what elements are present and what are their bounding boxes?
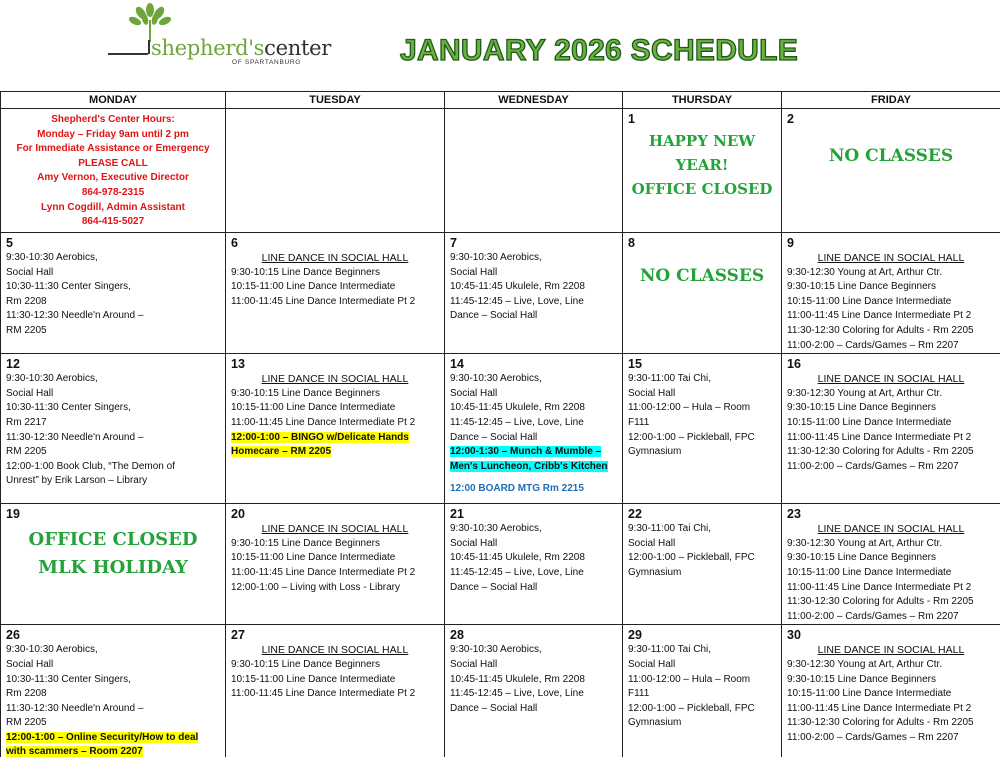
event-line: 11:00-11:45 Line Dance Intermediate Pt 2 [231, 566, 416, 578]
logo-wordmark: shepherd'scenter [151, 36, 331, 60]
event-line: 10:30-11:30 Center Singers, [6, 281, 131, 293]
event-line: 9:30-10:15 Line Dance Beginners [787, 673, 936, 685]
event-line: Social Hall [6, 387, 54, 399]
event-line: 11:00-11:45 Line Dance Intermediate Pt 2 [231, 416, 416, 428]
day-cell [226, 504, 445, 625]
event-line: RM 2205 [6, 717, 47, 729]
day-number: 29 [628, 628, 642, 643]
event-line: 10:30-11:30 Center Singers, [6, 673, 131, 685]
day-cell [782, 233, 1000, 354]
day-number: 19 [6, 507, 20, 522]
event-line: 11:00-11:45 Line Dance Intermediate Pt 2 [787, 310, 972, 322]
event-line: 9:30-10:15 Line Dance Beginners [787, 402, 936, 414]
event-line: Gymnasium [628, 446, 682, 458]
day-number: 7 [450, 236, 457, 250]
event-line: Rm 2217 [6, 416, 47, 428]
line-dance-heading: LINE DANCE IN SOCIAL HALL [817, 252, 965, 264]
event-line: 12:00-1:00 – Pickleball, FPC [628, 552, 755, 564]
event-line: Dance – Social Hall [450, 581, 538, 593]
event-line: 10:15-11:00 Line Dance Intermediate [231, 281, 396, 293]
event-line: 11:45-12:45 – Live, Love, Line [450, 566, 584, 578]
event-line: RM 2205 [6, 446, 47, 458]
holiday-message: HAPPY NEW YEAR! OFFICE CLOSED [631, 132, 773, 198]
event-line: 11:45-12:45 – Live, Love, Line [450, 416, 584, 428]
event-line: 10:15-11:00 Line Dance Intermediate [787, 416, 952, 428]
day-number: 1 [628, 112, 635, 126]
week-row [1, 354, 1000, 504]
event-line: 10:45-11:45 Ukulele, Rm 2208 [450, 673, 585, 685]
event-line: 9:30-10:30 Aerobics, [6, 373, 98, 385]
no-classes-message: NO CLASSES [828, 146, 954, 166]
highlighted-event: Men's Luncheon, Cribb's Kitchen [450, 460, 608, 472]
day-number: 8 [628, 236, 635, 250]
day-cell [445, 233, 623, 354]
event-line: 9:30-12:30 Young at Art, Arthur Ctr. [787, 266, 943, 278]
event-line: Dance – Social Hall [450, 431, 538, 443]
event-line: 11:00-12:00 – Hula – Room [628, 673, 751, 685]
event-line: 11:30-12:30 Needle'n Around – [6, 310, 144, 322]
day-cell [623, 354, 782, 504]
day-cell [226, 233, 445, 354]
event-line: Social Hall [628, 658, 676, 670]
event-line: 11:00-11:45 Line Dance Intermediate Pt 2 [231, 295, 416, 307]
page-header [0, 0, 1000, 90]
day-number: 21 [450, 507, 464, 522]
event-line: 11:00-11:45 Line Dance Intermediate Pt 2 [231, 688, 416, 700]
event-line: F111 [628, 688, 650, 700]
highlighted-event: 12:00-1:00 – BINGO w/Delicate Hands [231, 431, 409, 443]
event-line: 9:30-10:30 Aerobics, [450, 373, 542, 385]
day-number: 14 [450, 357, 464, 372]
line-dance-heading: LINE DANCE IN SOCIAL HALL [817, 644, 965, 657]
day-cell [226, 354, 445, 504]
weekday-header: MONDAY [1, 92, 226, 109]
line-dance-heading: LINE DANCE IN SOCIAL HALL [817, 523, 965, 536]
event-line: 11:00-11:45 Line Dance Intermediate Pt 2 [787, 581, 972, 593]
day-cell [1, 354, 226, 504]
board-meeting: 12:00 BOARD MTG Rm 2215 [450, 483, 584, 495]
logo-subtitle: OF SPARTANBURG [232, 59, 302, 66]
line-dance-heading: LINE DANCE IN SOCIAL HALL [261, 523, 409, 536]
line-dance-heading: LINE DANCE IN SOCIAL HALL [817, 373, 965, 386]
day-number: 22 [628, 507, 642, 522]
event-line: 9:30-10:15 Line Dance Beginners [231, 537, 380, 549]
event-line: 9:30-12:30 Young at Art, Arthur Ctr. [787, 387, 943, 399]
holiday-message: OFFICE CLOSED MLK HOLIDAY [28, 529, 198, 579]
event-line: Social Hall [628, 537, 676, 549]
day-number: 23 [787, 507, 801, 522]
event-line: 11:30-12:30 Coloring for Adults - Rm 2205 [787, 596, 974, 608]
event-line: Social Hall [450, 266, 498, 278]
day-number: 20 [231, 507, 245, 522]
week-row [1, 504, 1000, 625]
weekday-header: TUESDAY [226, 92, 445, 109]
highlighted-event: 12:00-1:30 – Munch & Mumble – [450, 446, 602, 458]
event-line: 11:00-2:00 – Cards/Games – Rm 2207 [787, 339, 959, 351]
event-line: 11:45-12:45 – Live, Love, Line [450, 688, 584, 700]
day-cell [623, 625, 782, 757]
day-cell [1, 504, 226, 625]
day-number: 5 [6, 236, 13, 250]
event-line: F111 [628, 416, 650, 428]
event-line: 10:15-11:00 Line Dance Intermediate [231, 402, 396, 414]
event-line: 11:30-12:30 Coloring for Adults - Rm 2205 [787, 717, 974, 729]
day-cell [623, 109, 782, 233]
event-line: RM 2205 [6, 324, 47, 336]
weekday-header: FRIDAY [782, 92, 1000, 109]
day-cell [782, 504, 1000, 625]
event-line: Dance – Social Hall [450, 310, 538, 322]
event-line: 10:15-11:00 Line Dance Intermediate [787, 566, 952, 578]
day-cell [782, 109, 1000, 233]
event-line: 11:30-12:30 Needle'n Around – [6, 431, 144, 443]
event-line: 9:30-11:00 Tai Chi, [628, 523, 712, 535]
logo-line-vertical [148, 40, 150, 54]
line-dance-heading: LINE DANCE IN SOCIAL HALL [261, 644, 409, 657]
shepherds-center-logo [108, 2, 331, 68]
day-cell [782, 354, 1000, 504]
day-number: 15 [628, 357, 642, 372]
day-cell-empty [445, 109, 623, 233]
event-line: Social Hall [450, 537, 498, 549]
day-number: 30 [787, 628, 801, 643]
event-line: 10:15-11:00 Line Dance Intermediate [231, 552, 396, 564]
event-line: 12:00-1:00 – Living with Loss - Library [231, 581, 400, 593]
week-row [1, 625, 1000, 757]
weekday-header: WEDNESDAY [445, 92, 623, 109]
event-line: Social Hall [450, 658, 498, 670]
week-row [1, 233, 1000, 354]
center-hours-info: Shepherd's Center Hours: Monday – Friday 9am until 2 pm For Immediate Assistance or Emergency PLEASE CALL Amy Vernon, Executive Director 864-978-2315 Lynn Cogdill, Admin Assistant 864-415-5027 [16, 114, 210, 228]
day-cell-empty [226, 109, 445, 233]
event-line: 9:30-12:30 Young at Art, Arthur Ctr. [787, 658, 943, 670]
event-line: Social Hall [6, 658, 54, 670]
event-line: 9:30-10:30 Aerobics, [6, 252, 98, 263]
highlighted-event: 12:00-1:00 – Online Security/How to deal [6, 731, 199, 743]
event-line: 9:30-11:00 Tai Chi, [628, 644, 712, 656]
day-cell [1, 233, 226, 354]
event-line: Social Hall [6, 266, 54, 278]
day-number: 16 [787, 357, 801, 372]
highlighted-event: Homecare – RM 2205 [231, 446, 332, 458]
day-number: 9 [787, 236, 794, 250]
event-line: 9:30-10:15 Line Dance Beginners [787, 552, 936, 564]
event-line: Social Hall [628, 387, 676, 399]
event-line: 12:00-1:00 – Pickleball, FPC [628, 431, 755, 443]
day-cell [226, 625, 445, 757]
event-line: 9:30-10:15 Line Dance Beginners [231, 266, 380, 278]
event-line: 10:45-11:45 Ukulele, Rm 2208 [450, 552, 585, 564]
event-line: Unrest” by Erik Larson – Library [6, 475, 148, 487]
week-row [1, 109, 1000, 233]
event-line: 11:00-2:00 – Cards/Games – Rm 2207 [787, 731, 959, 743]
event-line: 9:30-10:15 Line Dance Beginners [231, 658, 380, 670]
calendar-table [0, 91, 1000, 757]
event-line: Gymnasium [628, 717, 682, 729]
day-cell [445, 504, 623, 625]
day-number: 26 [6, 628, 20, 643]
day-cell [445, 625, 623, 757]
event-line: 9:30-10:30 Aerobics, [450, 523, 542, 535]
event-line: 10:15-11:00 Line Dance Intermediate [231, 673, 396, 685]
event-line: 10:45-11:45 Ukulele, Rm 2208 [450, 281, 585, 293]
event-line: 9:30-11:00 Tai Chi, [628, 373, 712, 385]
event-line: 9:30-10:30 Aerobics, [450, 252, 542, 263]
day-cell [623, 233, 782, 354]
day-cell [782, 625, 1000, 757]
event-line: 9:30-10:30 Aerobics, [450, 644, 542, 656]
event-line: 11:30-12:30 Coloring for Adults - Rm 2205 [787, 446, 974, 458]
event-line: 11:00-11:45 Line Dance Intermediate Pt 2 [787, 702, 972, 714]
event-line: Rm 2208 [6, 688, 47, 700]
day-cell [1, 625, 226, 757]
event-line: 11:00-12:00 – Hula – Room [628, 402, 751, 414]
day-number: 27 [231, 628, 245, 643]
highlighted-event: with scammers – Room 2207 [6, 746, 143, 757]
weekday-header: THURSDAY [623, 92, 782, 109]
event-line: 9:30-10:15 Line Dance Beginners [231, 387, 380, 399]
event-line: 11:30-12:30 Coloring for Adults - Rm 2205 [787, 324, 974, 336]
event-line: Dance – Social Hall [450, 702, 538, 714]
event-line: 11:30-12:30 Needle'n Around – [6, 702, 144, 714]
day-number: 2 [787, 112, 794, 126]
event-line: 11:45-12:45 – Live, Love, Line [450, 295, 584, 307]
event-line: 10:15-11:00 Line Dance Intermediate [787, 688, 952, 700]
event-line: Gymnasium [628, 566, 682, 578]
day-number: 6 [231, 236, 238, 250]
weekday-header-row [1, 92, 1000, 109]
day-cell [445, 354, 623, 504]
event-line: 11:00-2:00 – Cards/Games – Rm 2207 [787, 460, 959, 472]
day-number: 28 [450, 628, 464, 643]
no-classes-message: NO CLASSES [639, 266, 765, 286]
page-title: JANUARY 2026 SCHEDULE [400, 34, 799, 67]
line-dance-heading: LINE DANCE IN SOCIAL HALL [261, 252, 409, 264]
event-line: 11:00-2:00 – Cards/Games – Rm 2207 [787, 610, 959, 622]
event-line: 12:00-1:00 – Pickleball, FPC [628, 702, 755, 714]
event-line: 10:30-11:30 Center Singers, [6, 402, 131, 414]
line-dance-heading: LINE DANCE IN SOCIAL HALL [261, 373, 409, 386]
event-line: 12:00-1:00 Book Club, “The Demon of [6, 460, 175, 472]
day-number: 12 [6, 357, 20, 372]
center-hours-cell [1, 109, 226, 233]
event-line: 9:30-10:15 Line Dance Beginners [787, 281, 936, 293]
event-line: 10:45-11:45 Ukulele, Rm 2208 [450, 402, 585, 414]
day-number: 13 [231, 357, 245, 372]
logo-line [108, 53, 148, 55]
event-line: Social Hall [450, 387, 498, 399]
day-cell [623, 504, 782, 625]
event-line: Rm 2208 [6, 295, 47, 307]
event-line: 10:15-11:00 Line Dance Intermediate [787, 295, 952, 307]
event-line: 11:00-11:45 Line Dance Intermediate Pt 2 [787, 431, 972, 443]
event-line: 9:30-10:30 Aerobics, [6, 644, 98, 656]
event-line: 9:30-12:30 Young at Art, Arthur Ctr. [787, 537, 943, 549]
